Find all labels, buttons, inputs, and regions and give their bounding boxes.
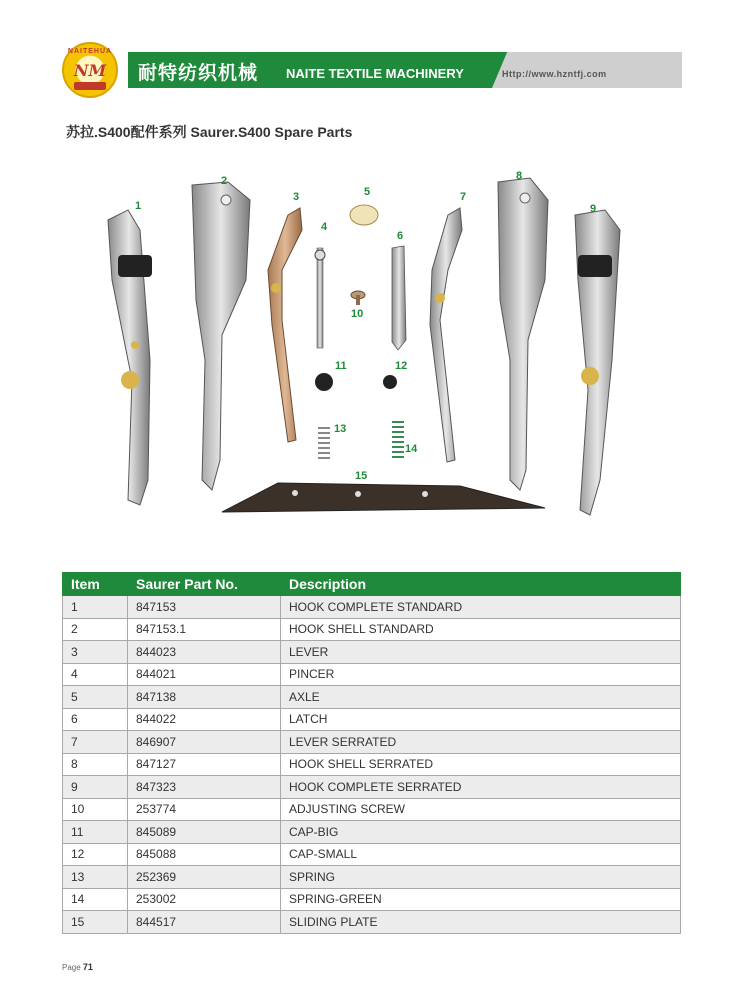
cell-description: CAP-SMALL (281, 843, 681, 866)
figure-label-10: 10 (351, 308, 364, 320)
cell-item: 12 (63, 843, 128, 866)
cell-description: HOOK COMPLETE SERRATED (281, 776, 681, 799)
table-row (63, 888, 681, 911)
parts-figure (0, 160, 745, 530)
cell-part-no: 253774 (128, 798, 281, 821)
column-header-description: Description (281, 573, 681, 596)
column-header-item: Item (63, 573, 128, 596)
table-row (63, 596, 681, 619)
figure-label-13: 13 (334, 423, 347, 435)
figure-label-12: 12 (395, 360, 408, 372)
part-14-spring-green (392, 422, 404, 457)
figure-label-15: 15 (355, 470, 368, 482)
part-11-cap-big (315, 373, 333, 391)
logo-monogram: NM (73, 61, 107, 80)
part-4-pincer (315, 248, 325, 348)
cell-part-no: 252369 (128, 866, 281, 889)
table-row (63, 618, 681, 641)
cell-item: 6 (63, 708, 128, 731)
part-6-latch (392, 246, 406, 350)
part-15-sliding-plate (222, 483, 545, 512)
cell-part-no: 846907 (128, 731, 281, 754)
page-label: Page (62, 963, 81, 972)
cell-part-no: 253002 (128, 888, 281, 911)
cell-item: 8 (63, 753, 128, 776)
table-row (63, 866, 681, 889)
cell-part-no: 844021 (128, 663, 281, 686)
figure-label-9: 9 (590, 203, 597, 215)
table-row (63, 663, 681, 686)
page-number: 71 (82, 962, 93, 972)
cell-part-no: 844022 (128, 708, 281, 731)
table-row (63, 911, 681, 934)
figure-label-4: 4 (321, 221, 328, 233)
page-header (62, 40, 682, 100)
column-header-part-no: Saurer Part No. (128, 573, 281, 596)
cell-description: ADJUSTING SCREW (281, 798, 681, 821)
figure-label-6: 6 (397, 230, 404, 242)
table-header-row (63, 573, 681, 596)
figure-label-2: 2 (221, 175, 228, 187)
table-row (63, 776, 681, 799)
website-url[interactable]: Http://www.hzntfj.com (502, 69, 607, 79)
section-title: 苏拉.S400配件系列 Saurer.S400 Spare Parts (66, 124, 353, 140)
figure-label-3: 3 (293, 191, 300, 203)
cell-description: SLIDING PLATE (281, 911, 681, 934)
figure-label-14: 14 (405, 443, 418, 455)
cell-item: 9 (63, 776, 128, 799)
parts-table (62, 572, 681, 934)
part-7-lever-serrated (430, 208, 462, 462)
table-row (63, 731, 681, 754)
part-2-hook-shell-standard (192, 182, 250, 490)
cell-description: LEVER (281, 641, 681, 664)
cell-item: 5 (63, 686, 128, 709)
cell-item: 13 (63, 866, 128, 889)
cell-description: HOOK SHELL STANDARD (281, 618, 681, 641)
cell-part-no: 845088 (128, 843, 281, 866)
cell-description: AXLE (281, 686, 681, 709)
cell-description: SPRING (281, 866, 681, 889)
cell-part-no: 847153.1 (128, 618, 281, 641)
cell-part-no: 847138 (128, 686, 281, 709)
table-row (63, 753, 681, 776)
cell-part-no: 847323 (128, 776, 281, 799)
brand-name-chinese: 耐特纺织机械 (138, 63, 259, 84)
company-logo (62, 42, 118, 98)
cell-item: 14 (63, 888, 128, 911)
part-1-hook-complete-standard (108, 210, 152, 505)
cell-item: 3 (63, 641, 128, 664)
figure-label-5: 5 (364, 186, 371, 198)
part-5-axle (350, 205, 378, 225)
figure-label-11: 11 (335, 360, 347, 372)
part-8-hook-shell-serrated (498, 178, 548, 490)
figure-label-8: 8 (516, 170, 523, 182)
cell-part-no: 847153 (128, 596, 281, 619)
page-footer (62, 962, 93, 972)
part-13-spring (318, 428, 330, 458)
cell-item: 7 (63, 731, 128, 754)
cell-description: HOOK COMPLETE STANDARD (281, 596, 681, 619)
part-12-cap-small (383, 375, 397, 389)
brand-name-english: NAITE TEXTILE MACHINERY (286, 66, 464, 81)
cell-item: 1 (63, 596, 128, 619)
parts-table-body (63, 596, 681, 934)
figure-label-1: 1 (135, 200, 142, 212)
parts-illustration (0, 160, 745, 530)
cell-description: LEVER SERRATED (281, 731, 681, 754)
figure-label-7: 7 (460, 191, 467, 203)
logo-ring-text: NAITEHUA (67, 48, 113, 55)
cell-part-no: 844517 (128, 911, 281, 934)
cell-item: 2 (63, 618, 128, 641)
logo-ribbon (74, 82, 106, 90)
cell-item: 15 (63, 911, 128, 934)
table-row (63, 641, 681, 664)
cell-description: CAP-BIG (281, 821, 681, 844)
table-row (63, 843, 681, 866)
cell-item: 11 (63, 821, 128, 844)
cell-description: HOOK SHELL SERRATED (281, 753, 681, 776)
cell-item: 4 (63, 663, 128, 686)
cell-description: SPRING-GREEN (281, 888, 681, 911)
cell-part-no: 847127 (128, 753, 281, 776)
cell-part-no: 844023 (128, 641, 281, 664)
part-3-lever (268, 208, 302, 442)
cell-part-no: 845089 (128, 821, 281, 844)
cell-description: PINCER (281, 663, 681, 686)
table-row (63, 686, 681, 709)
part-10-adjusting-screw (351, 291, 365, 305)
part-9-hook-complete-serrated (575, 210, 620, 515)
table-row (63, 821, 681, 844)
cell-item: 10 (63, 798, 128, 821)
table-row (63, 708, 681, 731)
table-row (63, 798, 681, 821)
cell-description: LATCH (281, 708, 681, 731)
